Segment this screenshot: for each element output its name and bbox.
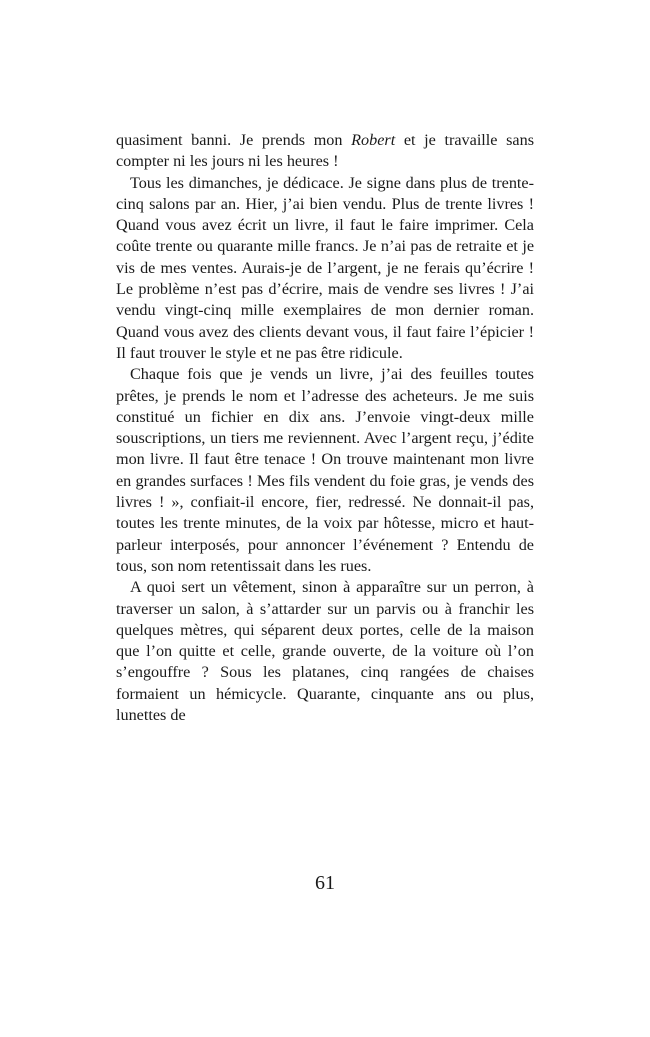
paragraph-1-text-end: et je travaille sans compter ni les jours ni les heures ! — [116, 131, 535, 171]
paragraph-1-text-start: quasiment banni. Je prends mon — [116, 131, 352, 149]
paragraph-4: A quoi sert un vêtement, sinon à apparaître sur un perron, à traverser un salon, à s’attarder sur un parvis ou à franchir les quelques mètres, qui séparent deux portes, celle de la maison que l’on quitte et celle, grande ouverte, de la voiture où l’on s’engouffre ? Sous les platanes, cinq rangées de chaises formaient un hémicycle. Quarante, cinquante ans ou plus, lunettes de — [116, 578, 534, 725]
page-body — [116, 130, 534, 726]
paragraph-1 — [116, 130, 534, 173]
paragraph-3: Chaque fois que je vends un livre, j’ai des feuilles toutes prêtes, je prends le nom et l’adresse des acheteurs. Je me suis constitué un fichier en dix ans. J’envoie vingt-deux mille souscriptions, un tiers me reviennent. Avec l’argent reçu, j’édite mon livre. Il faut être tenace ! On trouve maintenant mon livre en grandes surfaces ! Mes fils vendent du foie gras, je vends des livres ! », confiait-il encore, fier, redressé. Ne donnait-il pas, toutes les trente minutes, de la voix par hôtesse, micro et haut-parleur interposés, pour annoncer l’événement ? Entendu de tous, son nom retentissait dans les rues. — [116, 365, 534, 575]
paragraph-2: Tous les dimanches, je dédicace. Je signe dans plus de trente-cinq salons par an. Hier, j’ai bien vendu. Plus de trente livres ! Quand vous avez écrit un livre, il faut le faire imprimer. Cela coûte trente ou quarante mille francs. Je n’ai pas de retraite et je vis de mes ventes. Aurais-je de l’argent, je ne ferais qu’écrire ! Le problème n’est pas d’écrire, mais de vendre ses livres ! J’ai vendu vingt-cinq mille exemplaires de mon dernier roman. Quand vous avez des clients devant vous, il faut faire l’épicier ! Il faut trouver le style et ne pas être ridicule. — [116, 173, 534, 362]
book-title-robert: Robert — [351, 131, 396, 149]
page-number: 61 — [315, 872, 335, 894]
